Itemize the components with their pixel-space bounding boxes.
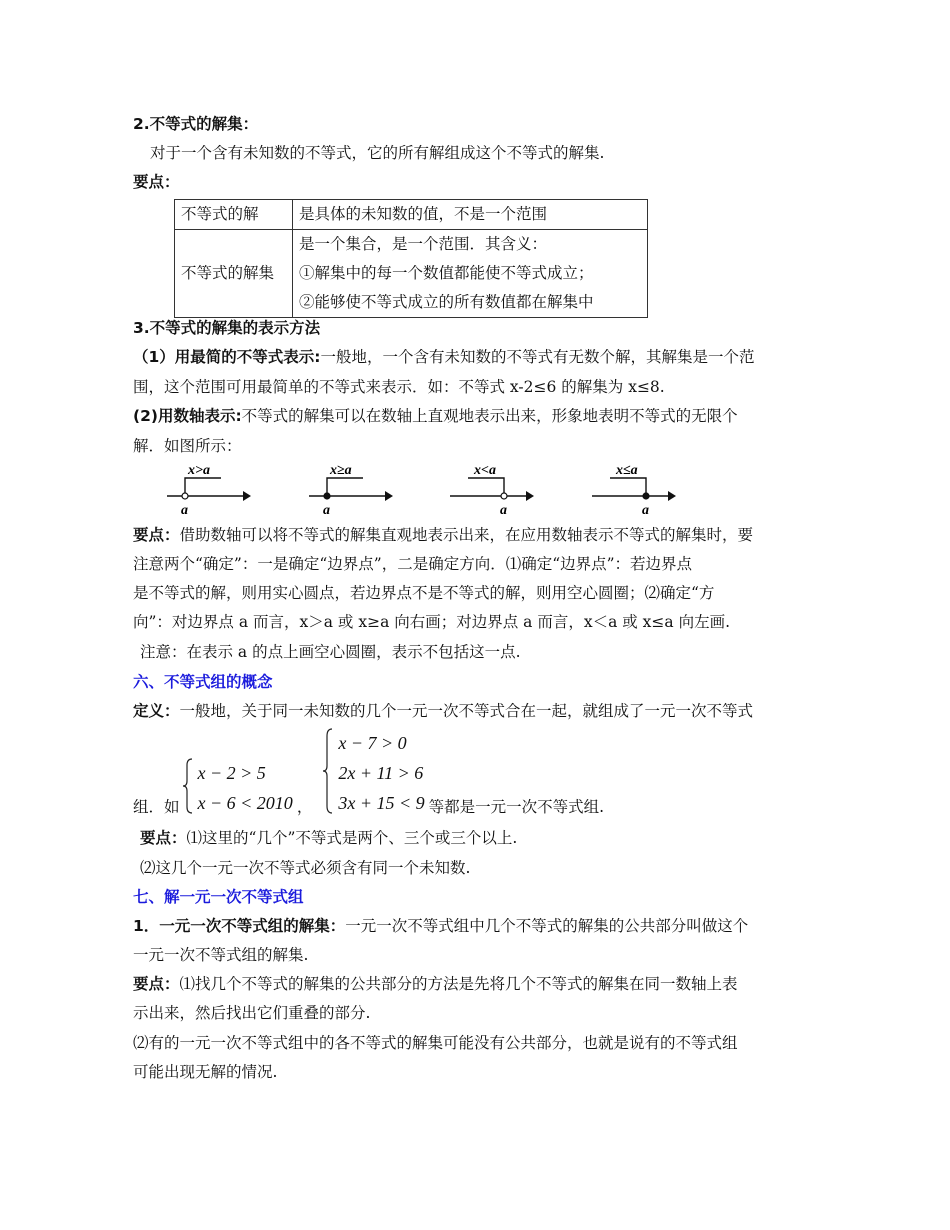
paragraph [140, 828, 517, 848]
paragraph [133, 525, 753, 545]
paragraph-label: 要点： [133, 975, 180, 993]
inequality-system-1 [198, 758, 293, 818]
paragraph [133, 916, 748, 936]
paragraph-text: 可能出现无解的情况. [133, 1063, 278, 1081]
number-line [307, 460, 397, 516]
range-bracket [327, 478, 363, 496]
paragraph-text: ⑵有的一元一次不等式组中的各不等式的解集可能没有公共部分，也就是说有的不等式组 [133, 1034, 738, 1052]
table-line: ②能够使不等式成立的所有数值都在解集中 [299, 293, 594, 311]
solid-point [324, 493, 330, 499]
comma: ， [296, 798, 313, 816]
inequality: x − 6 < 2010 [197, 793, 293, 813]
table-cell: 是具体的未知数的值，不是一个范围 [293, 200, 648, 230]
paragraph-text: 一元一次不等式组的解集. [133, 946, 309, 964]
paragraph-text: 注意两个“确定”：一是确定“边界点”，二是确定方向．⑴确定“边界点”：若边界点 [133, 555, 693, 573]
point-label: a [642, 503, 649, 516]
paragraph-text: 围，这个范围可用最简单的不等式来表示．如：不等式 x-2≤6 的解集为 x≤8. [133, 378, 665, 396]
hollow-point [182, 493, 188, 499]
arrow-icon [526, 491, 534, 501]
paragraph-text: ⑵这几个一元一次不等式必须含有同一个未知数. [140, 859, 471, 877]
section-2-body: 对于一个含有未知数的不等式，它的所有解组成这个不等式的解集. [150, 144, 605, 162]
range-bracket [185, 478, 221, 496]
paragraph-text: 是不等式的解，则用实心圆点，若边界点不是不等式的解，则用空心圆圈；⑵确定“方 [133, 584, 715, 602]
arrow-icon [385, 491, 393, 501]
solid-point [643, 493, 649, 499]
hollow-point [501, 493, 507, 499]
table-cell: 不等式的解集 [175, 230, 293, 318]
brace-icon [322, 728, 334, 814]
paragraph [133, 974, 738, 994]
paragraph-text: 等都是一元一次不等式组. [428, 798, 605, 816]
key-points-label: 要点： [133, 173, 180, 191]
paragraph-label: （1）用最简的不等式表示: [133, 348, 321, 366]
inequality: 3x + 15 < 9 [338, 793, 425, 813]
inequality-system-2 [338, 728, 424, 818]
table-row [175, 230, 648, 318]
paragraph-text: 示出来，然后找出它们重叠的部分. [133, 1004, 371, 1022]
range-label: x<a [474, 463, 496, 478]
paragraph [133, 406, 738, 426]
table-cell [293, 230, 648, 318]
number-line [590, 460, 680, 516]
arrow-icon [243, 491, 251, 501]
paragraph-label: (2)用数轴表示: [133, 407, 242, 425]
table-line: 是一个集合，是一个范围．其含义： [299, 235, 548, 253]
section-3-title: 3.不等式的解集的表示方法 [133, 319, 321, 337]
table-line: ①解集中的每一个数值都能使不等式成立； [299, 264, 594, 282]
inequality: x − 2 > 5 [197, 763, 266, 783]
range-label: x≤a [616, 463, 638, 478]
paragraph-text: 不等式的解集可以在数轴上直观地表示出来，形象地表明不等式的无限个 [241, 407, 738, 425]
table-cell: 不等式的解 [175, 200, 293, 230]
range-bracket [610, 478, 646, 496]
paragraph [133, 701, 753, 721]
paragraph-text: 一般地，关于同一未知数的几个一元一次不等式合在一起，就组成了一元一次不等式 [179, 702, 754, 720]
paragraph-text: ⑴这里的“几个”不等式是两个、三个或三个以上. [186, 829, 518, 847]
point-label: a [181, 503, 188, 516]
paragraph-label: 定义： [133, 702, 180, 720]
section-2-title: 2.不等式的解集： [133, 115, 259, 133]
table-row [175, 200, 648, 230]
number-line [165, 460, 255, 516]
paragraph-label: 1．一元一次不等式组的解集： [133, 917, 346, 935]
number-line [448, 460, 538, 516]
paragraph-text: 向”：对边界点 a 而言，x＞a 或 x≥a 向右画；对边界点 a 而言，x＜a 或 x≤a 向左画. [133, 613, 731, 631]
note-text: 注意：在表示 a 的点上画空心圆圈，表示不包括这一点. [140, 643, 521, 661]
solution-table [174, 199, 648, 318]
section-7-title: 七、解一元一次不等式组 [133, 888, 304, 906]
inequality: 2x + 11 > 6 [338, 763, 424, 783]
paragraph-label: 要点： [133, 526, 180, 544]
paragraph-label: 要点： [140, 829, 187, 847]
paragraph-text: 一般地，一个含有未知数的不等式有无数个解，其解集是一个范 [320, 348, 755, 366]
point-label: a [500, 503, 507, 516]
arrow-icon [668, 491, 676, 501]
inequality-examples-row [133, 728, 604, 818]
inequality: x − 7 > 0 [338, 733, 407, 753]
paragraph-text: 一元一次不等式组中几个不等式的解集的公共部分叫做这个 [345, 917, 749, 935]
paragraph-text: 组．如 [133, 798, 180, 816]
paragraph [133, 347, 755, 367]
range-label: x≥a [330, 463, 352, 478]
paragraph-text: ⑴找几个不等式的解集的公共部分的方法是先将几个不等式的解集在同一数轴上表 [179, 975, 738, 993]
paragraph-text: 借助数轴可以将不等式的解集直观地表示出来，在应用数轴表示不等式的解集时，要 [179, 526, 754, 544]
section-6-title: 六、不等式组的概念 [133, 673, 273, 691]
paragraph-text: 解．如图所示： [133, 437, 242, 455]
point-label: a [323, 503, 330, 516]
range-bracket [468, 478, 504, 496]
brace-icon [182, 758, 194, 814]
range-label: x>a [188, 463, 210, 478]
